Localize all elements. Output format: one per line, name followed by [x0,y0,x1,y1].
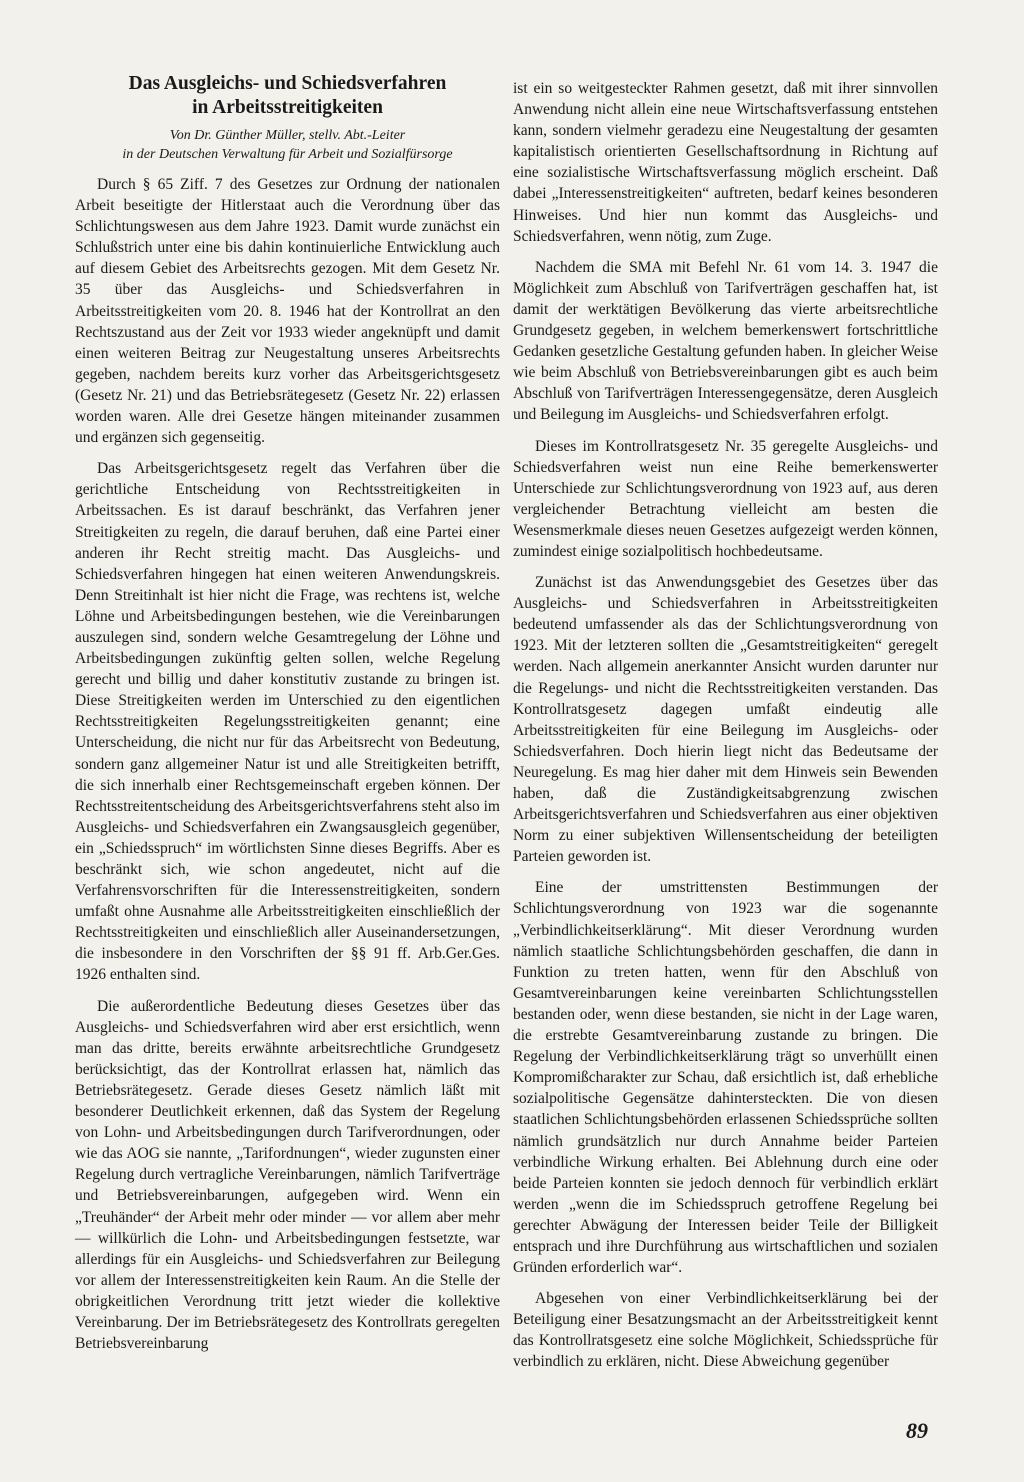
left-column [75,72,500,1364]
article-title [75,72,500,120]
right-column [513,78,938,1383]
paragraph: Abgesehen von einer Verbindlichkeitserklärung bei der Beteiligung einer Besatzungsmacht an der Arbeitsstreitigkeit kennt das Kontrollratsgesetz eine solche Möglichkeit, Schiedssprüche für verbindlich zu erklären, nicht. Diese Abweichung gegenüber [513,1290,938,1371]
paragraph: Dieses im Kontrollratsgesetz Nr. 35 geregelte Ausgleichs- und Schiedsverfahren weist nun eine Reihe bemerkenswerter Unterschiede zur Schlichtungsverordnung von 1923 auf, aus deren vergleichender Betrachtung vielleicht am besten die Wesensmerkmale dieses neuen Gesetzes aufgezeigt werden können, zumindest einige sozialpolitisch hochbedeutsame. [513,437,938,560]
paragraph: Nachdem die SMA mit Befehl Nr. 61 vom 14. 3. 1947 die Möglichkeit zum Abschluß von Tarifverträgen geschaffen hat, ist damit der werktätigen Bevölkerung das vierte arbeitsrechtliche Grundgesetz gegeben, in welchem bemerkenswert fortschrittliche Gedanken gesetzliche Gestaltung gefunden haben. In gleicher Weise wie beim Abschluß von Betriebsvereinbarungen gibt es auch beim Abschluß von Tarifverträgen Interessengegensätze, deren Ausgleich und Beilegung im Ausgleichs- und Schiedsverfahren erfolgt. [513,258,938,424]
paragraph: Eine der umstrittensten Bestimmungen der Schlichtungsverordnung von 1923 war die sogenannte „Verbindlichkeitserklärung“. Mit dieser Verordnung wurden nämlich staatliche Schlichtungsbehörden geschaffen, die dann in Funktion zu treten hatten, wenn für den Abschluß von Gesamtvereinbarungen keine vereinbarten Schlichtungsstellen bestanden oder, wenn diese bestanden, sie nicht in der Lage waren, die erstrebte Gesamtvereinbarung zustande zu bringen. Die Regelung der Verbindlichkeitserklärung trägt so unverhüllt einen Kompromißcharakter zur Schau, daß ersichtlich ist, daß erhebliche sozialpolitische Gegensätze dahintersteckten. Die von diesen staatlichen Schlichtungsbehörden erlassenen Schiedssprüche sollten nämlich grundsätzlich nur durch Annahme beider Parteien verbindliche Wirkung erhalten. Bei Ablehnung durch eine oder beide Parteien konnten sie jedoch dennoch für verbindlich erklärt werden „wenn die im Schiedsspruch getroffene Regelung bei gerechter Abwägung der Interessen beider Teile der Billigkeit entsprach und ihre Durchführung aus wirtschaftlichen und sozialen Gründen erforderlich war“. [513,879,938,1277]
paragraph: Das Arbeitsgerichtsgesetz regelt das Verfahren über die gerichtliche Entscheidung von Rechtsstreitigkeiten in Arbeitssachen. Es ist darauf beschränkt, das Verfahren jener Streitigkeiten zu regeln, die darauf beruhen, daß eine Partei einer anderen ihr Recht streitig macht. Das Ausgleichs- und Schiedsverfahren hingegen hat einen weiteren Anwendungskreis. Denn Streitinhalt ist hier nicht die Frage, was rechtens ist, welche Löhne und Arbeitsbedingungen bestehen, wie die Vereinbarungen auszulegen sind, sondern welche Gesamtregelung der Löhne und Arbeitsbedingungen zukünftig gelten sollen, welche Regelung gerecht und billig und daher konstitutiv zustande zu bringen ist. Diese Streitigkeiten werden im Unterschied zu den eigentlichen Rechtsstreitigkeiten Regelungsstreitigkeiten genannt; eine Unterscheidung, die nicht nur für das Arbeitsrecht von Bedeutung, sondern ganz allgemeiner Natur ist und alle Streitigkeiten betrifft, die sich innerhalb einer Rechtsgemeinschaft ergeben können. Der Rechtsstreitentscheidung des Arbeitsgerichtsverfahrens steht also im Ausgleichs- und Schiedsverfahren ein Zwangsausgleich gegenüber, ein „Schiedsspruch“ im wörtlichsten Sinne dieses Begriffs. Aber es beschränkt sich, wie schon angedeutet, nicht auf die Verfahrensvorschriften für die Interessenstreitigkeiten, sondern umfaßt ohne Ausnahme alle Arbeitsstreitigkeiten einschließlich der Rechtsstreitigkeiten und einschließlich aller Auseinandersetzungen, die insbesondere in den Vorschriften der §§ 91 ff. Arb.Ger.Ges. 1926 enthalten sind. [75,460,500,984]
paragraph: Durch § 65 Ziff. 7 des Gesetzes zur Ordnung der nationalen Arbeit beseitigte der Hitlerstaat auch die Verordnung über das Schlichtungswesen aus dem Jahre 1923. Damit wurde zunächst ein Schlußstrich unter eine bis dahin kontinuierliche Entwicklung auch auf diesem Gebiet des Arbeitsrechts gezogen. Mit dem Gesetz Nr. 35 über das Ausgleichs- und Schiedsverfahren in Arbeitsstreitigkeiten vom 20. 8. 1946 hat der Kontrollrat an den Rechtszustand aus der Zeit vor 1933 wieder angeknüpft und damit einen weiteren Beitrag zur Neugestaltung unseres Arbeitsrechts gegeben, nachdem bereits kurz vorher das Arbeitsgerichtsgesetz (Gesetz Nr. 21) und das Betriebsrätegesetz (Gesetz Nr. 22) erlassen worden waren. Alle drei Gesetze hängen miteinander zusammen und ergänzen sich gegenseitig. [75,176,500,447]
title-line-2: in Arbeitsstreitigkeiten [192,97,383,118]
byline-line-2: in der Deutschen Verwaltung für Arbeit und Sozialfürsorge [122,147,453,162]
byline-line-1: Von Dr. Günther Müller, stellv. Abt.-Leiter [169,128,406,143]
title-line-1: Das Ausgleichs- und Schiedsverfahren [128,73,447,94]
article-byline [75,126,500,164]
paragraph: Die außerordentliche Bedeutung dieses Gesetzes über das Ausgleichs- und Schiedsverfahren wird aber erst ersichtlich, wenn man das dritte, bereits erwähnte arbeitsrechtliche Grundgesetz berücksichtigt, das der Kontrollrat erlassen hat, nämlich das Betriebsrätegesetz. Gerade dieses Gesetz nämlich läßt mit besonderer Deutlichkeit erkennen, daß das System der Regelung von Lohn- und Arbeitsbedingungen durch Tarifverordnungen, oder wie das AOG sie nannte, „Tarifordnungen“, wieder zugunsten einer Regelung durch vertragliche Vereinbarungen, nämlich Tarifverträge und Betriebsvereinbarungen, aufgegeben wird. Wenn ein „Treuhänder“ der Arbeit mehr oder minder — vor allem aber mehr — willkürlich die Lohn- und Arbeitsbedingungen festsetzte, war allerdings für ein Ausgleichs- und Schiedsverfahren zur Beilegung vor allem der Interessenstreitigkeiten kein Raum. An die Stelle der obrigkeitlichen Verordnung tritt jetzt wieder die kollektive Vereinbarung. Der im Betriebsrätegesetz des Kontrollrats geregelten Betriebsvereinbarung [75,997,500,1353]
paragraph: Zunächst ist das Anwendungsgebiet des Gesetzes über das Ausgleichs- und Schiedsverfahren in Arbeitsstreitigkeiten bedeutend umfassender als das der Schlichtungsverordnung von 1923. Mit der letzteren sollten die „Gesamtstreitigkeiten“ geregelt werden. Nach allgemein anerkannter Ansicht wurden darunter nur die Regelungs- und nicht die Rechtsstreitigkeiten verstanden. Das Kontrollratsgesetz dagegen umfaßt eindeutig alle Arbeitsstreitigkeiten für eine Beilegung im Ausgleichs- oder Schiedsverfahren. Doch hierin liegt nicht das Bedeutsame der Neuregelung. Es mag hier daher mit dem Hinweis sein Bewenden haben, daß die Zuständigkeitsabgrenzung zwischen Arbeitsgerichtsverfahren und Schiedsverfahren aus einer objektiven Norm zu einer subjektiven Willensentscheidung der beteiligten Parteien geworden ist. [513,574,938,866]
paragraph: ist ein so weitgesteckter Rahmen gesetzt, daß mit ihrer sinnvollen Anwendung nicht allein eine neue Wirtschaftsverfassung entstehen kann, sondern vielmehr geradezu eine Neugestaltung der gesamten kapitalistisch orientierten Gesellschaftsordnung in Richtung auf eine sozialistische Wirtschaftsverfassung möglich erscheint. Daß dabei „Interessenstreitigkeiten“ auftreten, bedarf keines besonderen Hinweises. Und hier nun kommt das Ausgleichs- und Schiedsverfahren, wenn nötig, zum Zuge. [513,80,938,245]
page-number: 89 [906,1418,928,1443]
